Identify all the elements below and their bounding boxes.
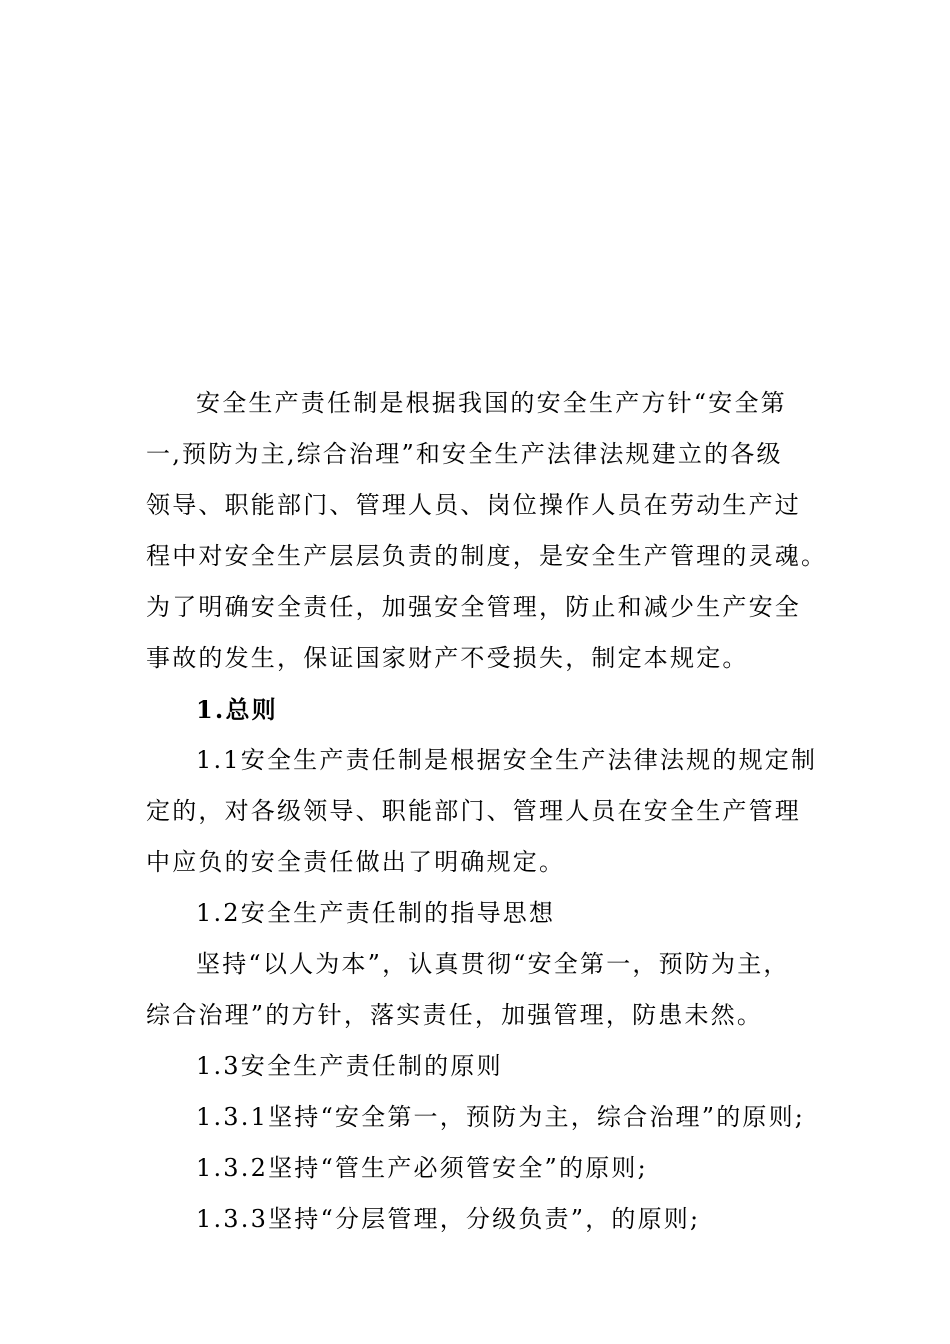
document-body xyxy=(146,378,836,1245)
intro-paragraph-line-5: 为了明确安全责任，加强安全管理，防止和减少生产安全 xyxy=(146,593,801,621)
clause-1-3-2: 1.3.2坚持“管生产必须管安全”的原则; xyxy=(196,1154,648,1182)
clause-1-2-title: 1.2安全生产责任制的指导思想 xyxy=(196,899,556,927)
clause-1-2-line-1: 坚持“以人为本”，认真贯彻“安全第一，预防为主， xyxy=(196,950,790,978)
clause-1-2-line-2: 综合治理”的方针，落实责任，加强管理，防患未然。 xyxy=(146,1001,764,1029)
clause-1-3-3: 1.3.3坚持“分层管理，分级负责”，的原则; xyxy=(196,1205,701,1233)
intro-paragraph-line-6: 事故的发生，保证国家财产不受损失，制定本规定。 xyxy=(146,644,749,672)
intro-paragraph-line-4: 程中对安全生产层层负责的制度，是安全生产管理的灵魂。 xyxy=(146,542,828,570)
section-heading-general: 1.总则 xyxy=(196,695,278,724)
clause-1-1-line-1: 1.1安全生产责任制是根据安全生产法律法规的规定制 xyxy=(196,746,818,774)
clause-1-3-title: 1.3安全生产责任制的原则 xyxy=(196,1052,503,1080)
clause-1-1-line-2: 定的，对各级领导、职能部门、管理人员在安全生产管理 xyxy=(146,797,801,825)
intro-paragraph-line-3: 领导、职能部门、管理人员、岗位操作人员在劳动生产过 xyxy=(146,491,801,519)
intro-paragraph-line-2: 一,预防为主,综合治理”和安全生产法律法规建立的各级 xyxy=(146,440,783,468)
intro-paragraph-line-1: 安全生产责任制是根据我国的安全生产方针“安全第 xyxy=(196,389,787,417)
clause-1-3-1: 1.3.1坚持“安全第一，预防为主，综合治理”的原则; xyxy=(196,1103,806,1131)
clause-1-1-line-3: 中应负的安全责任做出了明确规定。 xyxy=(146,848,566,876)
